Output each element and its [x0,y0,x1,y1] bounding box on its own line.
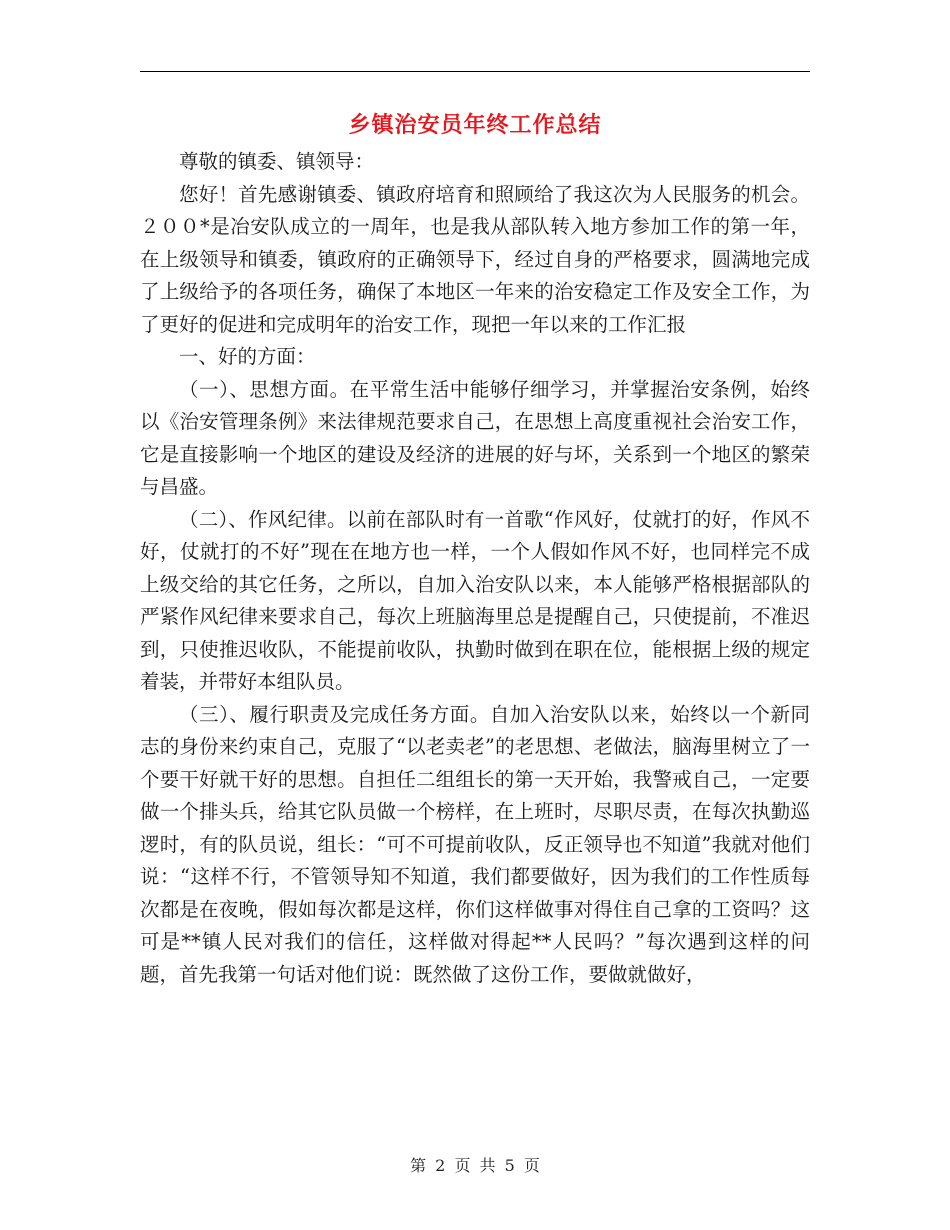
paragraph-duties: （三）、履行职责及完成任务方面。自加入治安队以来，始终以一个新同志的身份来约束自己，克服了“以老卖老”的老思想、老做法，脑海里树立了一个要干好就干好的思想。自担任二组组长的第一天开始，我警戒自己，一定要做一个排头兵，给其它队员做一个榜样，在上班时，尽职尽责，在每次执勤巡逻时，有的队员说，组长：“可不可提前收队，反正领导也不知道”我就对他们说：“这样不行，不管领导知不知道，我们都要做好，因为我们的工作性质每次都是在夜晚，假如每次都是这样，你们这样做事对得住自己拿的工资吗？这可是**镇人民对我们的信任，这样做对得起**人民吗？”每次遇到这样的问题，首先我第一句话对他们说：既然做了这份工作，要做就做好， [140,702,810,986]
salutation: 尊敬的镇委、镇领导： [179,150,375,173]
paragraph-discipline: （二）、作风纪律。以前在部队时有一首歌“作风好，仗就打的好，作风不好，仗就打的不好”现在在地方也一样，一个人假如作风不好，也同样完不成上级交给的其它任务，之所以，自加入治安队以来，本人能够严格根据部队的严紧作风纪律来要求自己，每次上班脑海里总是提醒自己，只使提前，不准迟到，只使推迟收队，不能提前收队，执勤时做到在职在位，能根据上级的规定着装，并带好本组队员。 [140,507,810,693]
section-heading-good-aspects: 一、好的方面： [179,345,316,368]
paragraph-thought: （一）、思想方面。在平常生活中能够仔细学习，并掌握治安条例，始终以《治安管理条例》来法律规范要求自己，在思想上高度重视社会治安工作，它是直接影响一个地区的建设及经济的进展的好与坏，关系到一个地区的繁荣与昌盛。 [140,377,810,498]
document-title: 乡镇治安员年终工作总结 [348,113,602,138]
page-number: 第 2 页 共 5 页 [410,1156,540,1175]
paragraph-intro: 您好！首先感谢镇委、镇政府培育和照顾给了我这次为人民服务的机会。２００*是冶安队成立的一周年，也是我从部队转入地方参加工作的第一年，在上级领导和镇委，镇政府的正确领导下，经过自身的严格要求，圆满地完成了上级给予的各项任务，确保了本地区一年来的治安稳定工作及安全工作，为了更好的促进和完成明年的治安工作，现把一年以来的工作汇报 [140,182,810,336]
header-rule [140,71,810,72]
document-body [140,146,810,991]
